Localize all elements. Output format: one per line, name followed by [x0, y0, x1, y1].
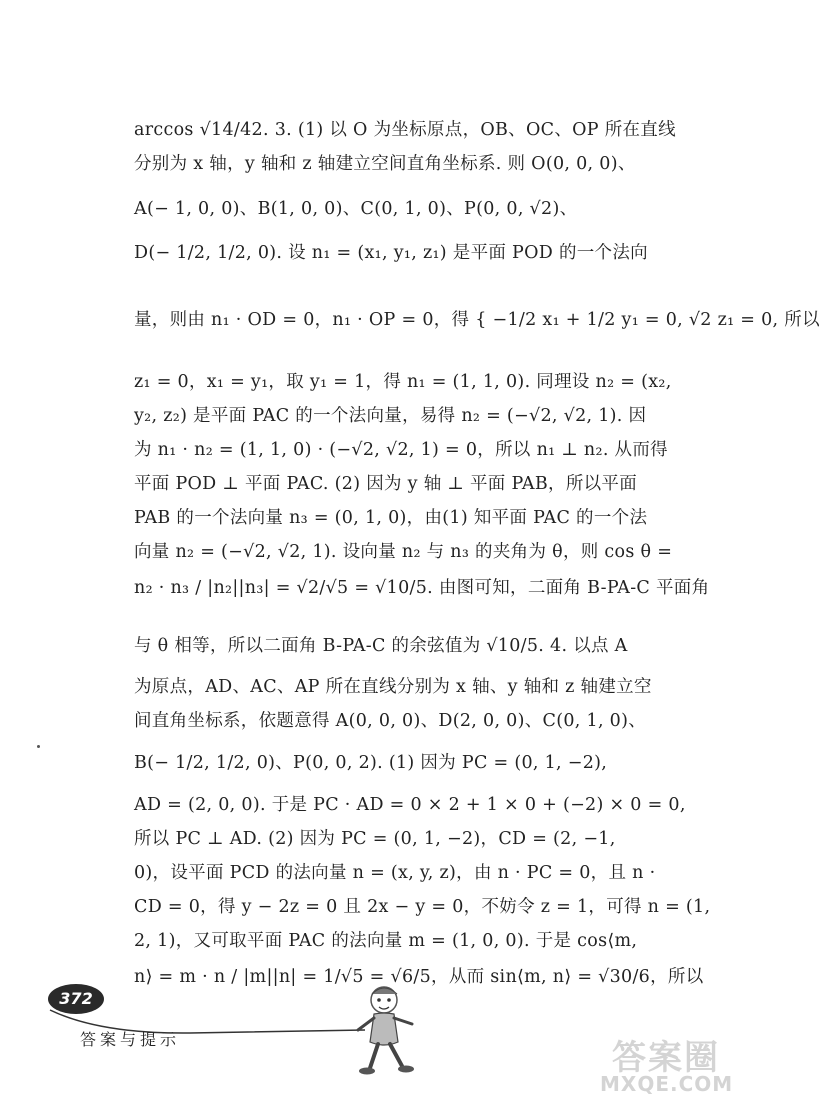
text-line: 量，则由 n₁ · OD = 0，n₁ · OP = 0，得 { −1/2 x₁ + 1/2 y₁ = 0, √2 z₁ = 0, 所以: [134, 310, 820, 330]
scan-speck: [37, 745, 40, 748]
text-line: D(− 1/2, 1/2, 0). 设 n₁ = (x₁, y₁, z₁) 是平面 POD 的一个法向: [134, 243, 648, 263]
text-line: z₁ = 0，x₁ = y₁，取 y₁ = 1，得 n₁ = (1, 1, 0). 同理设 n₂ = (x₂,: [134, 372, 672, 392]
text-line: A(− 1, 0, 0)、B(1, 0, 0)、C(0, 1, 0)、P(0, 0, √2)、: [134, 199, 578, 219]
text-line: n⟩ = m · n / |m||n| = 1/√5 = √6/5，从而 sin⟨m, n⟩ = √30/6，所以: [134, 967, 704, 987]
text-line: AD = (2, 0, 0). 于是 PC · AD = 0 × 2 + 1 × 0 + (−2) × 0 = 0,: [134, 795, 686, 815]
text-line: 与 θ 相等，所以二面角 B-PA-C 的余弦值为 √10/5. 4. 以点 A: [134, 636, 628, 656]
text-line: 0)，设平面 PCD 的法向量 n = (x, y, z)，由 n · PC = 0，且 n ·: [134, 863, 656, 883]
text-line: 间直角坐标系，依题意得 A(0, 0, 0)、D(2, 0, 0)、C(0, 1, 0)、: [134, 711, 647, 731]
text-line: 2, 1)，又可取平面 PAC 的法向量 m = (1, 0, 0). 于是 cos⟨m,: [134, 931, 638, 951]
text-line: B(− 1/2, 1/2, 0)、P(0, 0, 2). (1) 因为 PC = (0, 1, −2),: [134, 753, 608, 773]
text-line: 为 n₁ · n₂ = (1, 1, 0) · (−√2, √2, 1) = 0，所以 n₁ ⊥ n₂. 从而得: [134, 440, 668, 460]
text-line: 为原点，AD、AC、AP 所在直线分别为 x 轴、y 轴和 z 轴建立空: [134, 677, 652, 697]
watermark-logo: 答案圈: [612, 1038, 720, 1078]
page-number-badge: 372: [48, 984, 104, 1014]
text-line: CD = 0，得 y − 2z = 0 且 2x − y = 0，不妨令 z = 1，可得 n = (1,: [134, 897, 711, 917]
text-line: n₂ · n₃ / |n₂||n₃| = √2/√5 = √10/5. 由图可知，二面角 B-PA-C 平面角: [134, 578, 710, 598]
watermark-url: MXQE.COM: [600, 1072, 734, 1096]
text-line: PAB 的一个法向量 n₃ = (0, 1, 0)，由(1) 知平面 PAC 的一个法: [134, 508, 648, 528]
text-line: arccos √14/42. 3. (1) 以 O 为坐标原点，OB、OC、OP 所在直线: [134, 120, 676, 140]
text-line: y₂, z₂) 是平面 PAC 的一个法向量，易得 n₂ = (−√2, √2, 1). 因: [134, 406, 647, 426]
text-line: 所以 PC ⊥ AD. (2) 因为 PC = (0, 1, −2)，CD = (2, −1,: [134, 829, 616, 849]
cartoon-mascot-icon: [352, 982, 422, 1077]
text-line: 向量 n₂ = (−√2, √2, 1). 设向量 n₂ 与 n₃ 的夹角为 θ，则 cos θ =: [134, 542, 673, 562]
text-line: 分别为 x 轴，y 轴和 z 轴建立空间直角坐标系. 则 O(0, 0, 0)、: [134, 154, 636, 174]
section-title: 答案与提示: [80, 1030, 181, 1049]
text-line: 平面 POD ⊥ 平面 PAC. (2) 因为 y 轴 ⊥ 平面 PAB，所以平面: [134, 474, 638, 494]
